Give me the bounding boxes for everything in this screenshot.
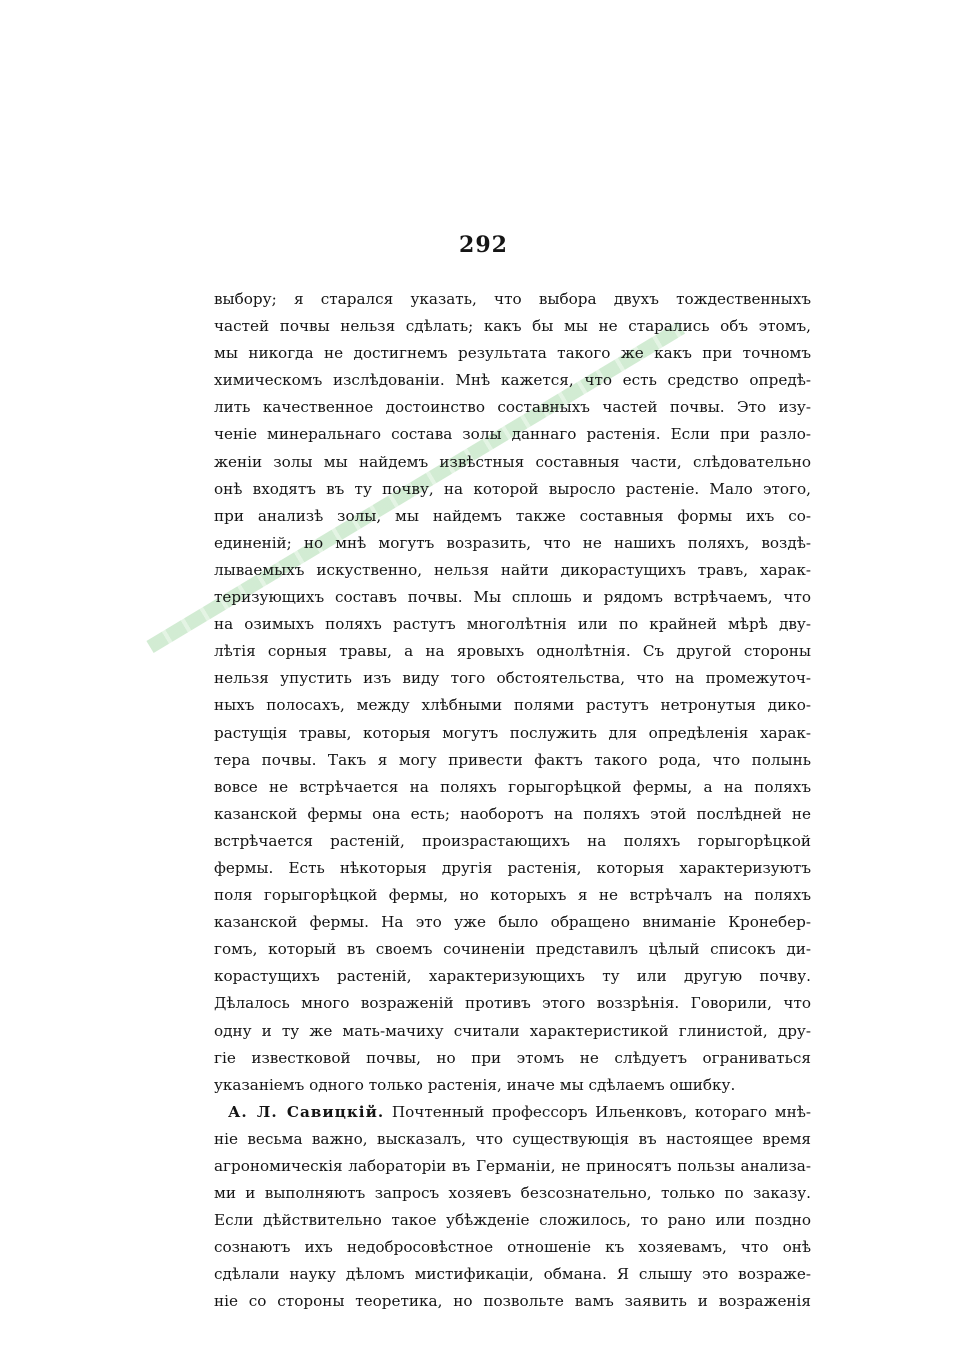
text-line: теризующихъ составъ почвы. Мы сплошь и рядомъ встрѣчаемъ, что — [214, 588, 811, 607]
text-line: при анализѣ золы, мы найдемъ также составныя формы ихъ со- — [214, 506, 811, 525]
text-line: выбору; я старался указать, что выбора двухъ тождественныхъ — [214, 290, 811, 308]
speaker-line — [214, 1099, 811, 1126]
text-line: поля горыгорѣцкой фермы, но которыхъ я не встрѣчалъ на поляхъ — [214, 886, 811, 905]
body-text — [214, 286, 811, 1316]
speaker-name: А. Л. Савицкій. — [228, 1102, 385, 1121]
text-line: Дѣлалось много возраженій противъ этого воззрѣнія. Говорили, что — [214, 994, 811, 1013]
text-line: тера почвы. Такъ я могу привести фактъ такого рода, что полынь — [214, 750, 811, 769]
text-line: ніе весьма важно, высказалъ, что существующія въ настоящее время — [214, 1129, 811, 1148]
text-line: лываемыхъ искуственно, нельзя найти дикорастущихъ травъ, харак- — [214, 560, 811, 579]
text-line: на озимыхъ поляхъ растутъ многолѣтнія или по крайней мѣрѣ дву- — [214, 615, 811, 634]
text-line: сдѣлали науку дѣломъ мистификаціи, обмана. Я слышу это возраже- — [214, 1265, 811, 1284]
text-line: одну и ту же мать-мачиху считали характеристикой глинистой, дру- — [214, 1021, 811, 1040]
text-line: встрѣчается растеній, произрастающихъ на поляхъ горыгорѣцкой — [214, 831, 811, 850]
text-line: гіе известковой почвы, но при этомъ не слѣдуетъ ограниваться — [214, 1048, 811, 1067]
text-line: указаніемъ одного только растенія, иначе мы сдѣлаемъ ошибку. — [214, 1075, 736, 1094]
text-line: сознаютъ ихъ недобросовѣстное отношеніе къ хозяевамъ, что онѣ — [214, 1238, 811, 1257]
text-line: вовсе не встрѣчается на поляхъ горыгорѣцкой фермы, а на поляхъ — [214, 777, 811, 796]
text-line: гомъ, который въ своемъ сочиненіи представилъ цѣлый списокъ ди- — [214, 940, 811, 959]
text-line: растущія травы, которыя могутъ послужить для опредѣленія харак- — [214, 723, 811, 742]
text-line: лѣтія сорныя травы, а на яровыхъ однолѣтнія. Съ другой стороны — [214, 642, 811, 661]
speaker-text: Почтенный профессоръ Ильенковъ, котораго мнѣ- — [391, 1102, 811, 1121]
text-line: химическомъ изслѣдованіи. Мнѣ кажется, что есть средство опредѣ- — [214, 371, 811, 390]
text-line: казанской фермы она есть; наоборотъ на поляхъ этой послѣдней не — [214, 804, 811, 823]
text-line: ныхъ полосахъ, между хлѣбными полями растутъ нетронутыя дико- — [214, 696, 811, 715]
text-line: нельзя упустить изъ виду того обстоятельства, что на промежуточ- — [214, 669, 811, 688]
text-line: фермы. Есть нѣкоторыя другія растенія, которыя характеризуютъ — [214, 858, 811, 877]
text-line: корастущихъ растеній, характеризующихъ ту или другую почву. — [214, 967, 811, 986]
text-line: ніе со стороны теоретика, но позвольте вамъ заявить и возраженія — [214, 1292, 811, 1311]
text-line: лить качественное достоинство составныхъ частей почвы. Это изу- — [214, 398, 811, 417]
page-number: 292 — [459, 232, 508, 258]
text-line: агрономическія лабораторіи въ Германіи, не приносятъ пользы анализа- — [214, 1157, 811, 1175]
text-line: единеній; но мнѣ могутъ возразить, что не нашихъ поляхъ, воздѣ- — [214, 533, 811, 552]
text-line: онѣ входятъ въ ту почву, на которой выросло растеніе. Мало этого, — [214, 479, 811, 498]
text-line: ми и выполняютъ запросъ хозяевъ безсознательно, только по заказу. — [214, 1184, 811, 1203]
text-line: мы никогда не достигнемъ результата такого же какъ при точномъ — [214, 344, 811, 363]
text-line: женіи золы мы найдемъ извѣстныя составныя части, слѣдовательно — [214, 452, 811, 471]
text-line: частей почвы нельзя сдѣлать; какъ бы мы не старались объ этомъ, — [214, 317, 811, 336]
text-line: ченіе минеральнаго состава золы даннаго растенія. Если при разло- — [214, 425, 811, 444]
text-line: Если дѣйствительно такое убѣжденіе сложилось, то рано или поздно — [214, 1211, 811, 1230]
text-line: казанской фермы. На это уже было обращено вниманіе Кронебер- — [214, 913, 811, 932]
